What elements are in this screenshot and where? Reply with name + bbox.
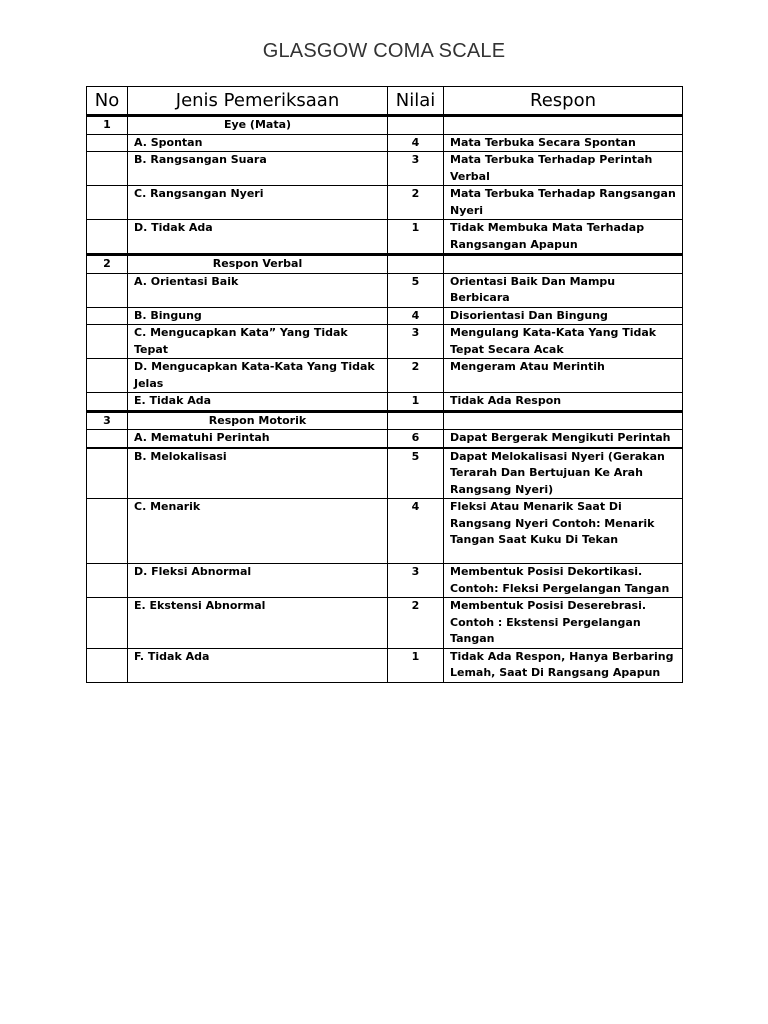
exam-cell: C. Rangsangan Nyeri	[128, 186, 388, 220]
table-row	[87, 430, 683, 448]
exam-cell: C. Menarik	[128, 499, 388, 564]
table-row	[87, 152, 683, 186]
response-cell: Fleksi Atau Menarik Saat Di Rangsang Nyeri Contoh: Menarik Tangan Saat Kuku Di Tekan	[444, 499, 683, 564]
response-cell: Tidak Ada Respon	[444, 393, 683, 412]
exam-cell: D. Tidak Ada	[128, 220, 388, 255]
response-cell: Tidak Membuka Mata Terhadap Rangsangan Apapun	[444, 220, 683, 255]
section-title: Eye (Mata)	[128, 116, 388, 135]
value-cell: 3	[388, 564, 444, 598]
header-value: Nilai	[388, 87, 444, 116]
value-cell: 2	[388, 359, 444, 393]
exam-cell: E. Tidak Ada	[128, 393, 388, 412]
header-exam: Jenis Pemeriksaan	[128, 87, 388, 116]
response-cell: Disorientasi Dan Bingung	[444, 307, 683, 325]
response-cell: Dapat Bergerak Mengikuti Perintah	[444, 430, 683, 448]
table-row	[87, 220, 683, 255]
exam-cell: A. Orientasi Baik	[128, 273, 388, 307]
section-no: 2	[87, 255, 128, 274]
response-cell: Membentuk Posisi Dekortikasi. Contoh: Fleksi Pergelangan Tangan	[444, 564, 683, 598]
table-row	[87, 564, 683, 598]
value-cell: 6	[388, 430, 444, 448]
section-row-verbal	[87, 255, 683, 274]
exam-cell: A. Spontan	[128, 134, 388, 152]
value-cell: 3	[388, 325, 444, 359]
exam-cell: C. Mengucapkan Kata” Yang Tidak Tepat	[128, 325, 388, 359]
header-response: Respon	[444, 87, 683, 116]
exam-cell: A. Mematuhi Perintah	[128, 430, 388, 448]
response-cell: Mata Terbuka Terhadap Rangsangan Nyeri	[444, 186, 683, 220]
table-row	[87, 393, 683, 412]
section-row-motor	[87, 411, 683, 430]
table-row	[87, 307, 683, 325]
section-title: Respon Verbal	[128, 255, 388, 274]
value-cell: 1	[388, 220, 444, 255]
table-row	[87, 499, 683, 564]
value-cell: 1	[388, 393, 444, 412]
response-cell: Mengeram Atau Merintih	[444, 359, 683, 393]
table-row	[87, 273, 683, 307]
gcs-table	[86, 86, 683, 683]
table-row	[87, 359, 683, 393]
value-cell: 2	[388, 186, 444, 220]
exam-cell: E. Ekstensi Abnormal	[128, 598, 388, 649]
table-row	[87, 648, 683, 682]
response-cell: Mata Terbuka Terhadap Perintah Verbal	[444, 152, 683, 186]
response-cell: Mengulang Kata-Kata Yang Tidak Tepat Secara Acak	[444, 325, 683, 359]
exam-cell: B. Bingung	[128, 307, 388, 325]
exam-cell: F. Tidak Ada	[128, 648, 388, 682]
value-cell: 5	[388, 448, 444, 499]
exam-cell: D. Mengucapkan Kata-Kata Yang Tidak Jelas	[128, 359, 388, 393]
table-row	[87, 134, 683, 152]
table-row	[87, 448, 683, 499]
document-title: GLASGOW COMA SCALE	[262, 40, 506, 62]
table-row	[87, 186, 683, 220]
section-title: Respon Motorik	[128, 411, 388, 430]
value-cell: 2	[388, 598, 444, 649]
response-cell: Dapat Melokalisasi Nyeri (Gerakan Terarah Dan Bertujuan Ke Arah Rangsang Nyeri)	[444, 448, 683, 499]
value-cell: 5	[388, 273, 444, 307]
response-cell: Orientasi Baik Dan Mampu Berbicara	[444, 273, 683, 307]
table-row	[87, 598, 683, 649]
response-cell: Tidak Ada Respon, Hanya Berbaring Lemah, Saat Di Rangsang Apapun	[444, 648, 683, 682]
exam-cell: D. Fleksi Abnormal	[128, 564, 388, 598]
header-no: No	[87, 87, 128, 116]
table-row	[87, 325, 683, 359]
value-cell: 3	[388, 152, 444, 186]
exam-cell: B. Melokalisasi	[128, 448, 388, 499]
response-cell: Mata Terbuka Secara Spontan	[444, 134, 683, 152]
header-row	[87, 87, 683, 116]
response-cell: Membentuk Posisi Deserebrasi. Contoh : Ekstensi Pergelangan Tangan	[444, 598, 683, 649]
value-cell: 4	[388, 499, 444, 564]
section-no: 1	[87, 116, 128, 135]
value-cell: 4	[388, 134, 444, 152]
value-cell: 4	[388, 307, 444, 325]
value-cell: 1	[388, 648, 444, 682]
exam-cell: B. Rangsangan Suara	[128, 152, 388, 186]
section-row-eye	[87, 116, 683, 135]
section-no: 3	[87, 411, 128, 430]
